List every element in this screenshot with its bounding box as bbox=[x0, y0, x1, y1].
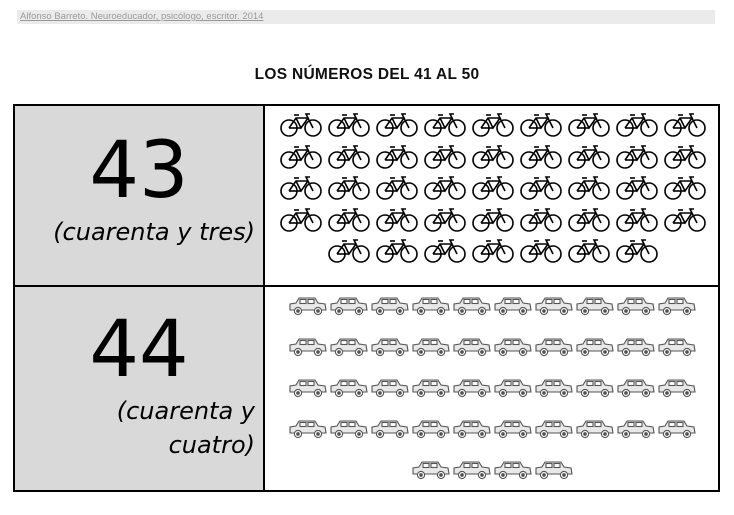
bicycle-icon bbox=[327, 144, 371, 170]
car-icon bbox=[329, 336, 369, 358]
car-icon bbox=[616, 418, 656, 440]
bicycle-icon bbox=[567, 144, 611, 170]
header-bar bbox=[17, 10, 715, 24]
car-icon bbox=[452, 336, 492, 358]
car-icon bbox=[493, 459, 533, 481]
car-icon bbox=[657, 295, 697, 317]
bicycle-icon bbox=[519, 207, 563, 233]
bicycle-icon bbox=[375, 238, 419, 264]
bicycle-icon bbox=[327, 238, 371, 264]
car-icon bbox=[493, 418, 533, 440]
car-icon bbox=[575, 418, 615, 440]
car-icon bbox=[288, 418, 328, 440]
bicycle-count-panel bbox=[265, 106, 718, 285]
car-icon bbox=[329, 418, 369, 440]
car-icon bbox=[411, 377, 451, 399]
car-icon bbox=[329, 295, 369, 317]
bicycle-icon bbox=[375, 144, 419, 170]
bicycle-icon bbox=[615, 207, 659, 233]
bicycle-icon bbox=[279, 175, 323, 201]
car-icon bbox=[657, 377, 697, 399]
bicycle-icon bbox=[567, 112, 611, 138]
bicycle-icon bbox=[327, 175, 371, 201]
bicycle-icon bbox=[375, 175, 419, 201]
car-icon bbox=[534, 295, 574, 317]
bicycle-icon bbox=[471, 175, 515, 201]
bicycle-icon bbox=[663, 175, 707, 201]
bicycle-icon bbox=[423, 112, 467, 138]
car-icon bbox=[452, 295, 492, 317]
car-icon bbox=[288, 336, 328, 358]
car-icon bbox=[616, 377, 656, 399]
number-word: (cuarenta y tres) bbox=[53, 218, 255, 246]
car-icon bbox=[575, 336, 615, 358]
bicycle-icon bbox=[519, 144, 563, 170]
bicycle-icon bbox=[471, 207, 515, 233]
bicycle-icon bbox=[279, 144, 323, 170]
bicycle-icon bbox=[615, 238, 659, 264]
bicycle-icon bbox=[519, 112, 563, 138]
bicycle-icon bbox=[375, 112, 419, 138]
bicycle-icon bbox=[663, 112, 707, 138]
table-row-43 bbox=[15, 106, 718, 287]
bicycle-icon bbox=[279, 112, 323, 138]
car-icon bbox=[493, 295, 533, 317]
bicycle-icon bbox=[615, 175, 659, 201]
bicycle-icon bbox=[423, 144, 467, 170]
bicycle-icon bbox=[663, 144, 707, 170]
number-table bbox=[13, 104, 720, 492]
car-icon bbox=[411, 418, 451, 440]
number-digits: 44 bbox=[89, 305, 189, 395]
bicycle-icon bbox=[615, 144, 659, 170]
bicycle-icon bbox=[519, 175, 563, 201]
number-word-line-2: cuatro) bbox=[168, 431, 255, 459]
number-cell bbox=[15, 106, 265, 285]
car-icon bbox=[370, 377, 410, 399]
car-icon bbox=[452, 377, 492, 399]
car-icon bbox=[534, 418, 574, 440]
car-icon bbox=[534, 377, 574, 399]
bicycle-icon bbox=[471, 144, 515, 170]
bicycle-icon bbox=[663, 207, 707, 233]
bicycle-icon bbox=[615, 112, 659, 138]
car-icon bbox=[534, 336, 574, 358]
bicycle-icon bbox=[375, 207, 419, 233]
car-icon bbox=[288, 377, 328, 399]
car-icon bbox=[370, 336, 410, 358]
number-cell bbox=[15, 287, 265, 490]
car-icon bbox=[329, 377, 369, 399]
car-icon bbox=[411, 459, 451, 481]
page-title: LOS NÚMEROS DEL 41 AL 50 bbox=[254, 66, 480, 83]
bicycle-icon bbox=[327, 207, 371, 233]
car-icon bbox=[493, 377, 533, 399]
bicycle-icon bbox=[519, 238, 563, 264]
bicycle-icon bbox=[423, 207, 467, 233]
car-icon bbox=[534, 459, 574, 481]
car-icon bbox=[657, 336, 697, 358]
car-icon bbox=[411, 295, 451, 317]
car-icon bbox=[493, 336, 533, 358]
number-word-line-1: (cuarenta y bbox=[116, 397, 255, 425]
car-icon bbox=[411, 336, 451, 358]
bicycle-icon bbox=[567, 238, 611, 264]
bicycle-icon bbox=[471, 238, 515, 264]
bicycle-icon bbox=[471, 112, 515, 138]
car-icon bbox=[657, 418, 697, 440]
bicycle-icon bbox=[567, 175, 611, 201]
number-digits: 43 bbox=[89, 126, 189, 216]
car-icon bbox=[288, 295, 328, 317]
car-icon bbox=[616, 336, 656, 358]
bicycle-icon bbox=[423, 175, 467, 201]
car-icon bbox=[452, 459, 492, 481]
car-icon bbox=[452, 418, 492, 440]
car-icon bbox=[575, 377, 615, 399]
car-icon bbox=[370, 418, 410, 440]
car-icon bbox=[370, 295, 410, 317]
bicycle-icon bbox=[327, 112, 371, 138]
car-icon bbox=[575, 295, 615, 317]
bicycle-icon bbox=[279, 207, 323, 233]
bicycle-icon bbox=[423, 238, 467, 264]
car-count-panel bbox=[265, 287, 718, 490]
author-credit: Alfonso Barreto. Neuroeducador, psicólogo, escritor. 2014 bbox=[20, 11, 264, 22]
table-row-44 bbox=[15, 287, 718, 490]
bicycle-icon bbox=[567, 207, 611, 233]
car-icon bbox=[616, 295, 656, 317]
